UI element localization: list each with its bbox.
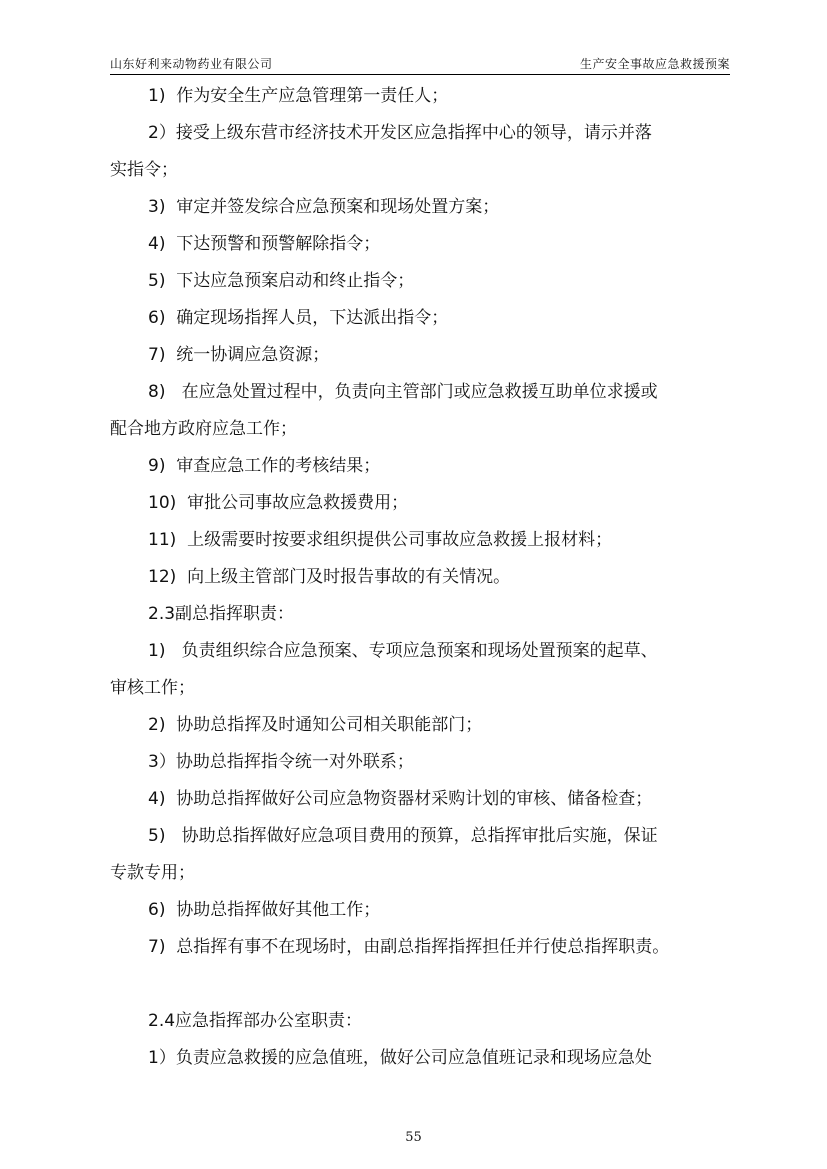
body-line: 6) 协助总指挥做好其他工作；	[148, 900, 381, 920]
body-line: 4) 协助总指挥做好公司应急物资器材采购计划的审核、储备检查；	[148, 789, 653, 809]
body-line: 8) 在应急处置过程中，负责向主管部门或应急救援互助单位求援或	[148, 382, 658, 402]
header-document-title: 生产安全事故应急救援预案	[579, 57, 730, 71]
body-line: 3）协助总指挥指令统一对外联系；	[148, 752, 414, 772]
header-company-name: 山东好利来动物药业有限公司	[110, 57, 273, 71]
body-line: 7) 统一协调应急资源；	[148, 345, 330, 365]
body-line: 1）负责应急救援的应急值班，做好公司应急值班记录和现场应急处	[148, 1048, 652, 1068]
header-divider	[110, 74, 730, 75]
page-number: 55	[405, 1130, 422, 1145]
body-line: 5) 协助总指挥做好应急项目费用的预算，总指挥审批后实施，保证	[148, 826, 658, 846]
document-body	[110, 78, 730, 1077]
body-line: 12) 向上级主管部门及时报告事故的有关情况。	[148, 567, 511, 587]
body-line: 1) 作为安全生产应急管理第一责任人；	[148, 86, 449, 106]
body-line: 配合地方政府应急工作；	[110, 419, 297, 439]
body-line: 4) 下达预警和预警解除指令；	[148, 234, 381, 254]
body-line: 10) 审批公司事故应急救援费用；	[148, 493, 409, 513]
section-heading: 2.4应急指挥部办公室职责：	[148, 1011, 363, 1031]
body-line: 2）接受上级东营市经济技术开发区应急指挥中心的领导，请示并落	[148, 123, 652, 143]
body-line: 审核工作；	[110, 678, 195, 698]
page-header	[110, 55, 730, 73]
body-line: 1) 负责组织综合应急预案、专项应急预案和现场处置预案的起草、	[148, 641, 658, 661]
body-line: 6) 确定现场指挥人员，下达派出指令；	[148, 308, 449, 328]
body-line: 7) 总指挥有事不在现场时，由副总指挥指挥担任并行使总指挥职责。	[148, 937, 670, 957]
body-line: 11) 上级需要时按要求组织提供公司事故应急救援上报材料；	[148, 530, 613, 550]
blank-line	[110, 966, 730, 1003]
section-heading: 2.3副总指挥职责：	[148, 604, 295, 624]
body-line: 9) 审查应急工作的考核结果；	[148, 456, 381, 476]
body-line: 专款专用；	[110, 863, 195, 883]
body-line: 2) 协助总指挥及时通知公司相关职能部门；	[148, 715, 483, 735]
body-line: 5) 下达应急预案启动和终止指令；	[148, 271, 415, 291]
body-line: 实指令；	[110, 160, 178, 180]
body-line: 3) 审定并签发综合应急预案和现场处置方案；	[148, 197, 500, 217]
